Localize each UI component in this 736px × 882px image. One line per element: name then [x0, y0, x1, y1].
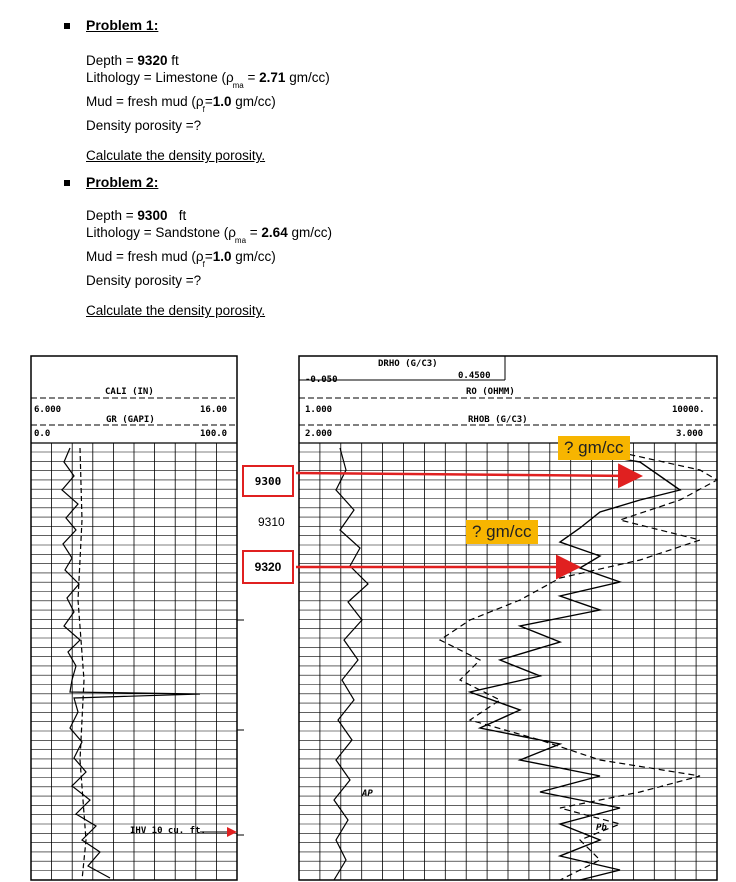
depth-marker-9310: 9310	[258, 515, 285, 529]
depth-marker-9320: 9320	[242, 550, 294, 584]
left-track	[31, 356, 244, 880]
rhob-min: 2.000	[305, 429, 333, 439]
gr-label: GR (GAPI)	[106, 415, 155, 425]
problem2-title: Problem 2:	[86, 174, 159, 190]
drho-min: -0.050	[305, 375, 338, 385]
problem2-mud: Mud = fresh mud ($\rho_f=1.0$ gm/cc)	[86, 249, 276, 269]
gr-min: 0.0	[34, 429, 51, 439]
rhob-label: RHOB (G/C3)	[468, 415, 528, 425]
problem1-title: Problem 1:	[86, 17, 159, 33]
left-grid	[31, 443, 237, 880]
right-track	[299, 356, 717, 880]
problem1-lithology: Lithology = Limestone ($\rho_{ma} = 2.71$ gm/cc)	[86, 70, 330, 90]
cali-min: 6.000	[34, 405, 62, 415]
ihv-annotation: IHV 10 cu. ft.	[130, 826, 206, 836]
question-label-1: ? gm/cc	[558, 436, 630, 460]
question-label-2: ? gm/cc	[466, 520, 538, 544]
ro-max: 10000.	[672, 405, 705, 415]
cali-curve	[78, 448, 86, 880]
arrow-9300	[296, 473, 638, 476]
depth-marker-9300: 9300	[242, 465, 294, 497]
cali-label: CALI (IN)	[105, 387, 154, 397]
rhob-max: 3.000	[676, 429, 704, 439]
problem2-task: Calculate the density porosity.	[86, 303, 266, 318]
gr-curve	[62, 448, 200, 878]
cali-max: 16.00	[200, 405, 228, 415]
ro-min: 1.000	[305, 405, 333, 415]
problem1-task: Calculate the density porosity.	[86, 148, 266, 163]
drho-label: DRHO (G/C3)	[378, 359, 438, 369]
problem2-porosity: Density porosity =?	[86, 273, 202, 288]
gr-max: 100.0	[200, 429, 228, 439]
drho-max: 0.4500	[458, 371, 491, 381]
pb-label: Pb	[596, 823, 607, 833]
problem2-lithology: Lithology = Sandstone ($\rho_{ma} = 2.64$ gm/cc)	[86, 225, 332, 245]
rhob-curve	[470, 448, 680, 880]
problem1-depth: Depth = 9320 ft	[86, 53, 179, 68]
problem1-porosity: Density porosity =?	[86, 118, 202, 133]
ap-label: AP	[362, 789, 373, 799]
ro-label: RO (OHMM)	[466, 387, 515, 397]
problem1-mud: Mud = fresh mud ($\rho_f=1.0$ gm/cc)	[86, 94, 276, 114]
drho-curve	[334, 448, 368, 880]
problem2-depth: Depth = 9300 ft	[86, 208, 187, 223]
